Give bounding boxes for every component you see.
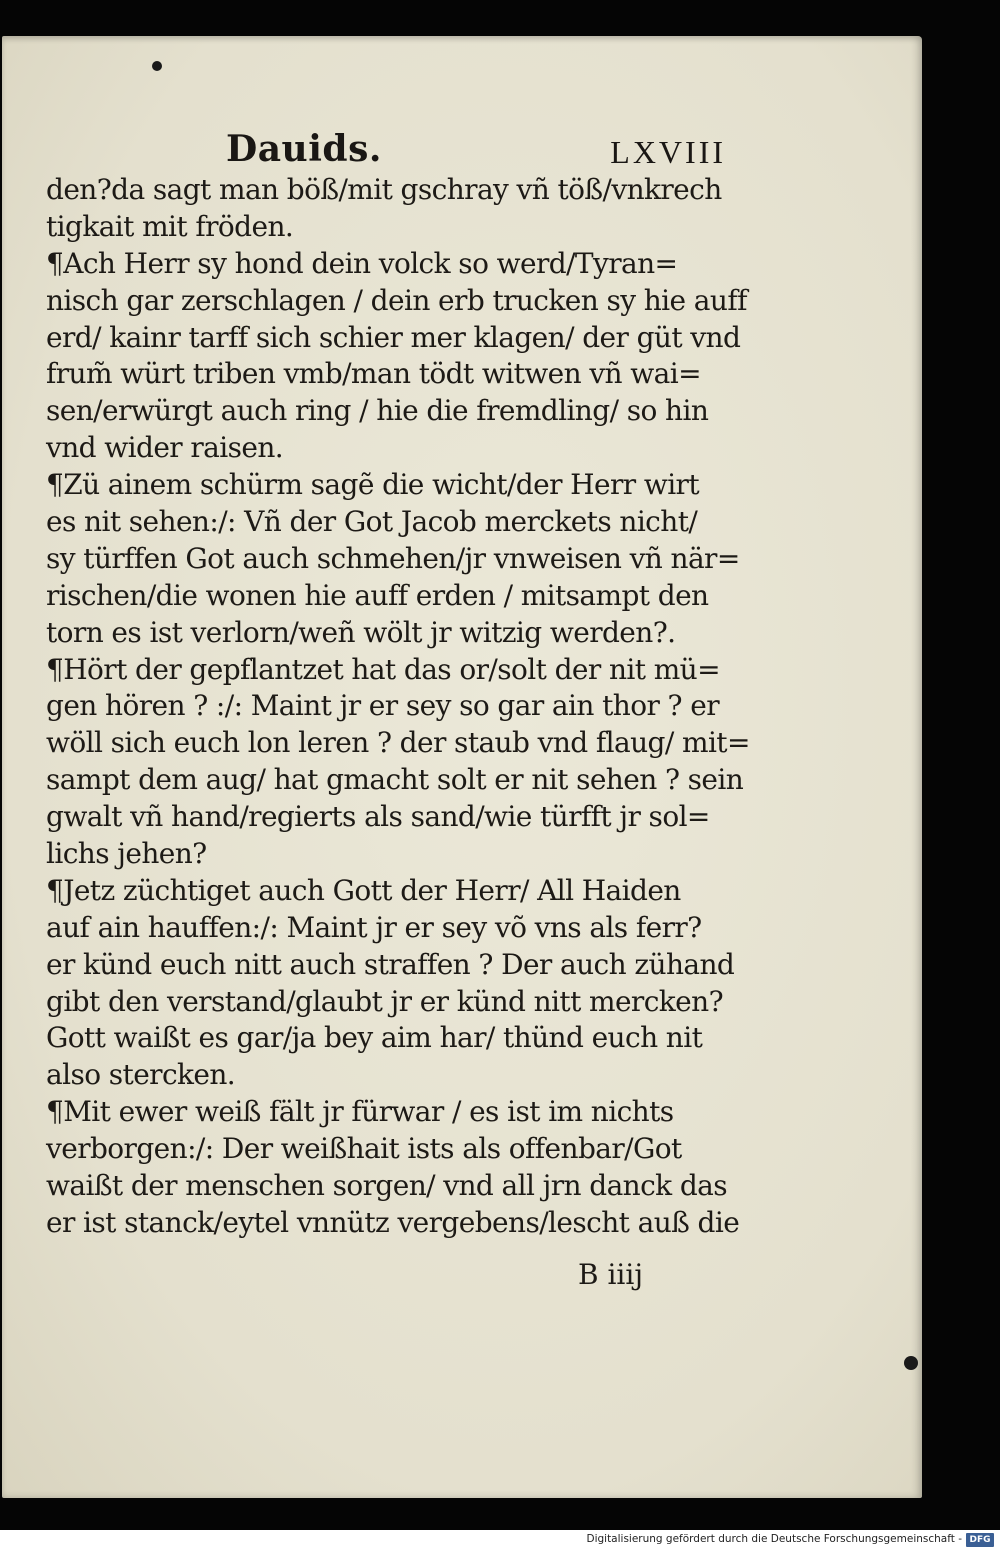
text-line: ¶Zü ainem schürm sagẽ die wicht/der Herr wirt	[46, 468, 699, 502]
text-line: auf ain hauffen:/: Maint jr er sey võ vns als ferr?	[46, 910, 702, 944]
ink-spot	[152, 61, 162, 71]
text-line: rischen/die wonen hie auff erden / mitsampt den	[46, 578, 709, 612]
text-line: vnd wider raisen.	[46, 431, 284, 465]
running-title: Dauids.	[226, 128, 382, 170]
text-line: gibt den verstand/glaubt jr er künd nitt mercken?	[46, 984, 723, 1018]
text-line: lichs jehen?	[46, 837, 207, 871]
text-line: erd/ kainr tarff sich schier mer klagen/ der güt vnd	[46, 320, 741, 354]
text-line: ¶Ach Herr sy hond dein volck so werd/Tyran=	[46, 246, 678, 280]
text-line: also stercken.	[46, 1058, 236, 1092]
folio-number: LXVIII	[610, 134, 726, 170]
text-line: frum̃ würt triben vmb/man tödt witwen vñ wai=	[46, 357, 701, 391]
text-line: gen hören ? :/: Maint jr er sey so gar ain thor ? er	[46, 689, 720, 723]
text-line: es nit sehen:/: Vñ der Got Jacob merckets nicht/	[46, 505, 698, 539]
text-line: sy türffen Got auch schmehen/jr vnweisen vñ när=	[46, 541, 740, 575]
text-line: tigkait mit fröden.	[46, 209, 294, 243]
text-line: sampt dem aug/ hat gmacht solt er nit sehen ? sein	[46, 763, 744, 797]
ink-spot	[904, 1356, 918, 1370]
text-line: ¶Hört der gepflantzet hat das or/solt der nit mü=	[46, 652, 720, 686]
text-line: gwalt vñ hand/regierts als sand/wie türfft jr sol=	[46, 800, 710, 834]
text-line: den?da sagt man böß/mit gschray vñ töß/vnkrech	[46, 173, 722, 206]
text-line: er künd euch nitt auch straffen ? Der auch zühand	[46, 947, 735, 981]
text-line: verborgen:/: Der weißhait ists als offenbar/Got	[46, 1132, 682, 1166]
text-line: sen/erwürgt auch ring / hie die fremdling/ so hin	[46, 394, 709, 428]
signature-mark: B iiij	[578, 1258, 644, 1291]
text-line: Gott waißt es gar/ja bey aim har/ thünd euch nit	[46, 1021, 703, 1055]
text-line: ¶Mit ewer weiß fält jr fürwar / es ist im nichts	[46, 1095, 674, 1129]
dfg-logo: DFG	[966, 1533, 994, 1547]
footer-bar	[0, 1530, 1000, 1551]
text-line: torn es ist verlorn/weñ wölt jr witzig werden?.	[46, 615, 676, 649]
text-line: nisch gar zerschlagen / dein erb trucken sy hie auff	[46, 283, 747, 317]
text-line: ¶Jetz züchtiget auch Gott der Herr/ All Haiden	[46, 873, 681, 907]
text-line: wöll sich euch lon leren ? der staub vnd flaug/ mit=	[46, 726, 750, 760]
page-header	[226, 128, 726, 174]
text-line: er ist stanck/eytel vnnütz vergebens/lescht auß die	[46, 1205, 740, 1239]
footer-credit: Digitalisierung gefördert durch die Deutsche Forschungsgemeinschaft -	[586, 1533, 962, 1545]
text-block	[46, 172, 776, 1242]
text-line: waißt der menschen sorgen/ vnd all jrn danck das	[46, 1169, 728, 1203]
